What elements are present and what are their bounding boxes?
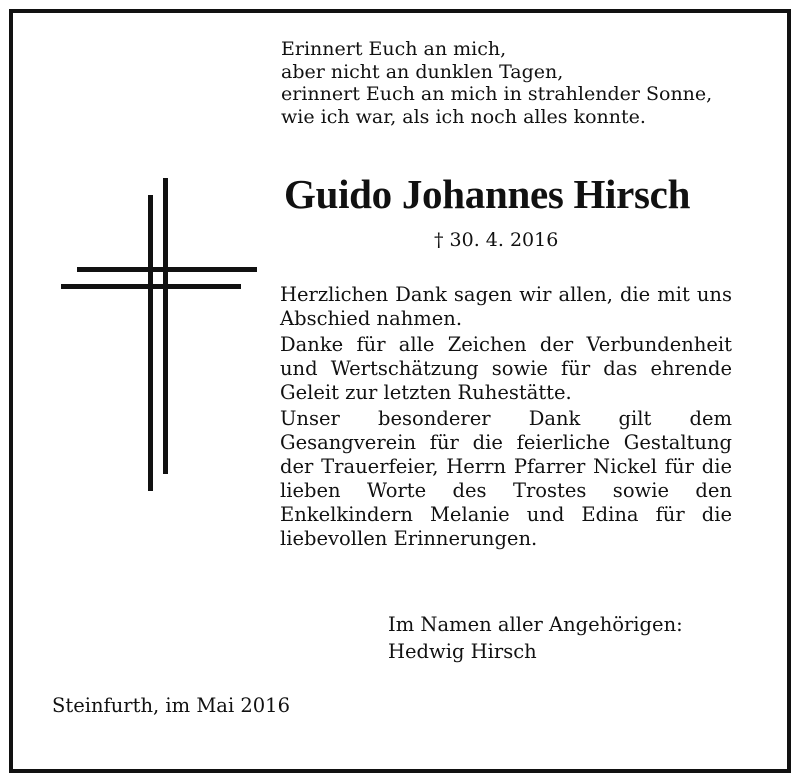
- death-date: † 30. 4. 2016: [434, 229, 559, 251]
- body-paragraph: Danke für alle Zeichen der Verbundenheit und Wertschätzung sowie für das ehrende Geleit zur letzten Ruhestätte.: [280, 333, 732, 404]
- signature-name: Hedwig Hirsch: [388, 640, 537, 663]
- poem-line: wie ich war, als ich noch alles konnte.: [281, 105, 646, 128]
- thank-you-text: [280, 283, 732, 551]
- poem-line: erinnert Euch an mich in strahlender Sonne,: [281, 83, 713, 105]
- memorial-poem: [281, 38, 712, 128]
- place-and-date: Steinfurth, im Mai 2016: [52, 694, 290, 717]
- poem-line: Erinnert Euch an mich,: [281, 38, 507, 60]
- poem-line: aber nicht an dunklen Tagen,: [281, 60, 564, 83]
- signature-block: [388, 611, 683, 665]
- deceased-name: Guido Johannes Hirsch: [284, 171, 691, 217]
- signature-intro: Im Namen aller Angehörigen:: [388, 613, 683, 636]
- body-paragraph: Herzlichen Dank sagen wir allen, die mit uns Abschied nahmen.: [280, 283, 732, 330]
- body-paragraph: Unser besonderer Dank gilt dem Gesangverein für die feierliche Gestaltung der Trauerfeier, Herrn Pfarrer Nickel für die lieben Worte des Trostes sowie den Enkelkindern Melanie und Edina für die liebevollen Erinnerungen.: [280, 407, 732, 550]
